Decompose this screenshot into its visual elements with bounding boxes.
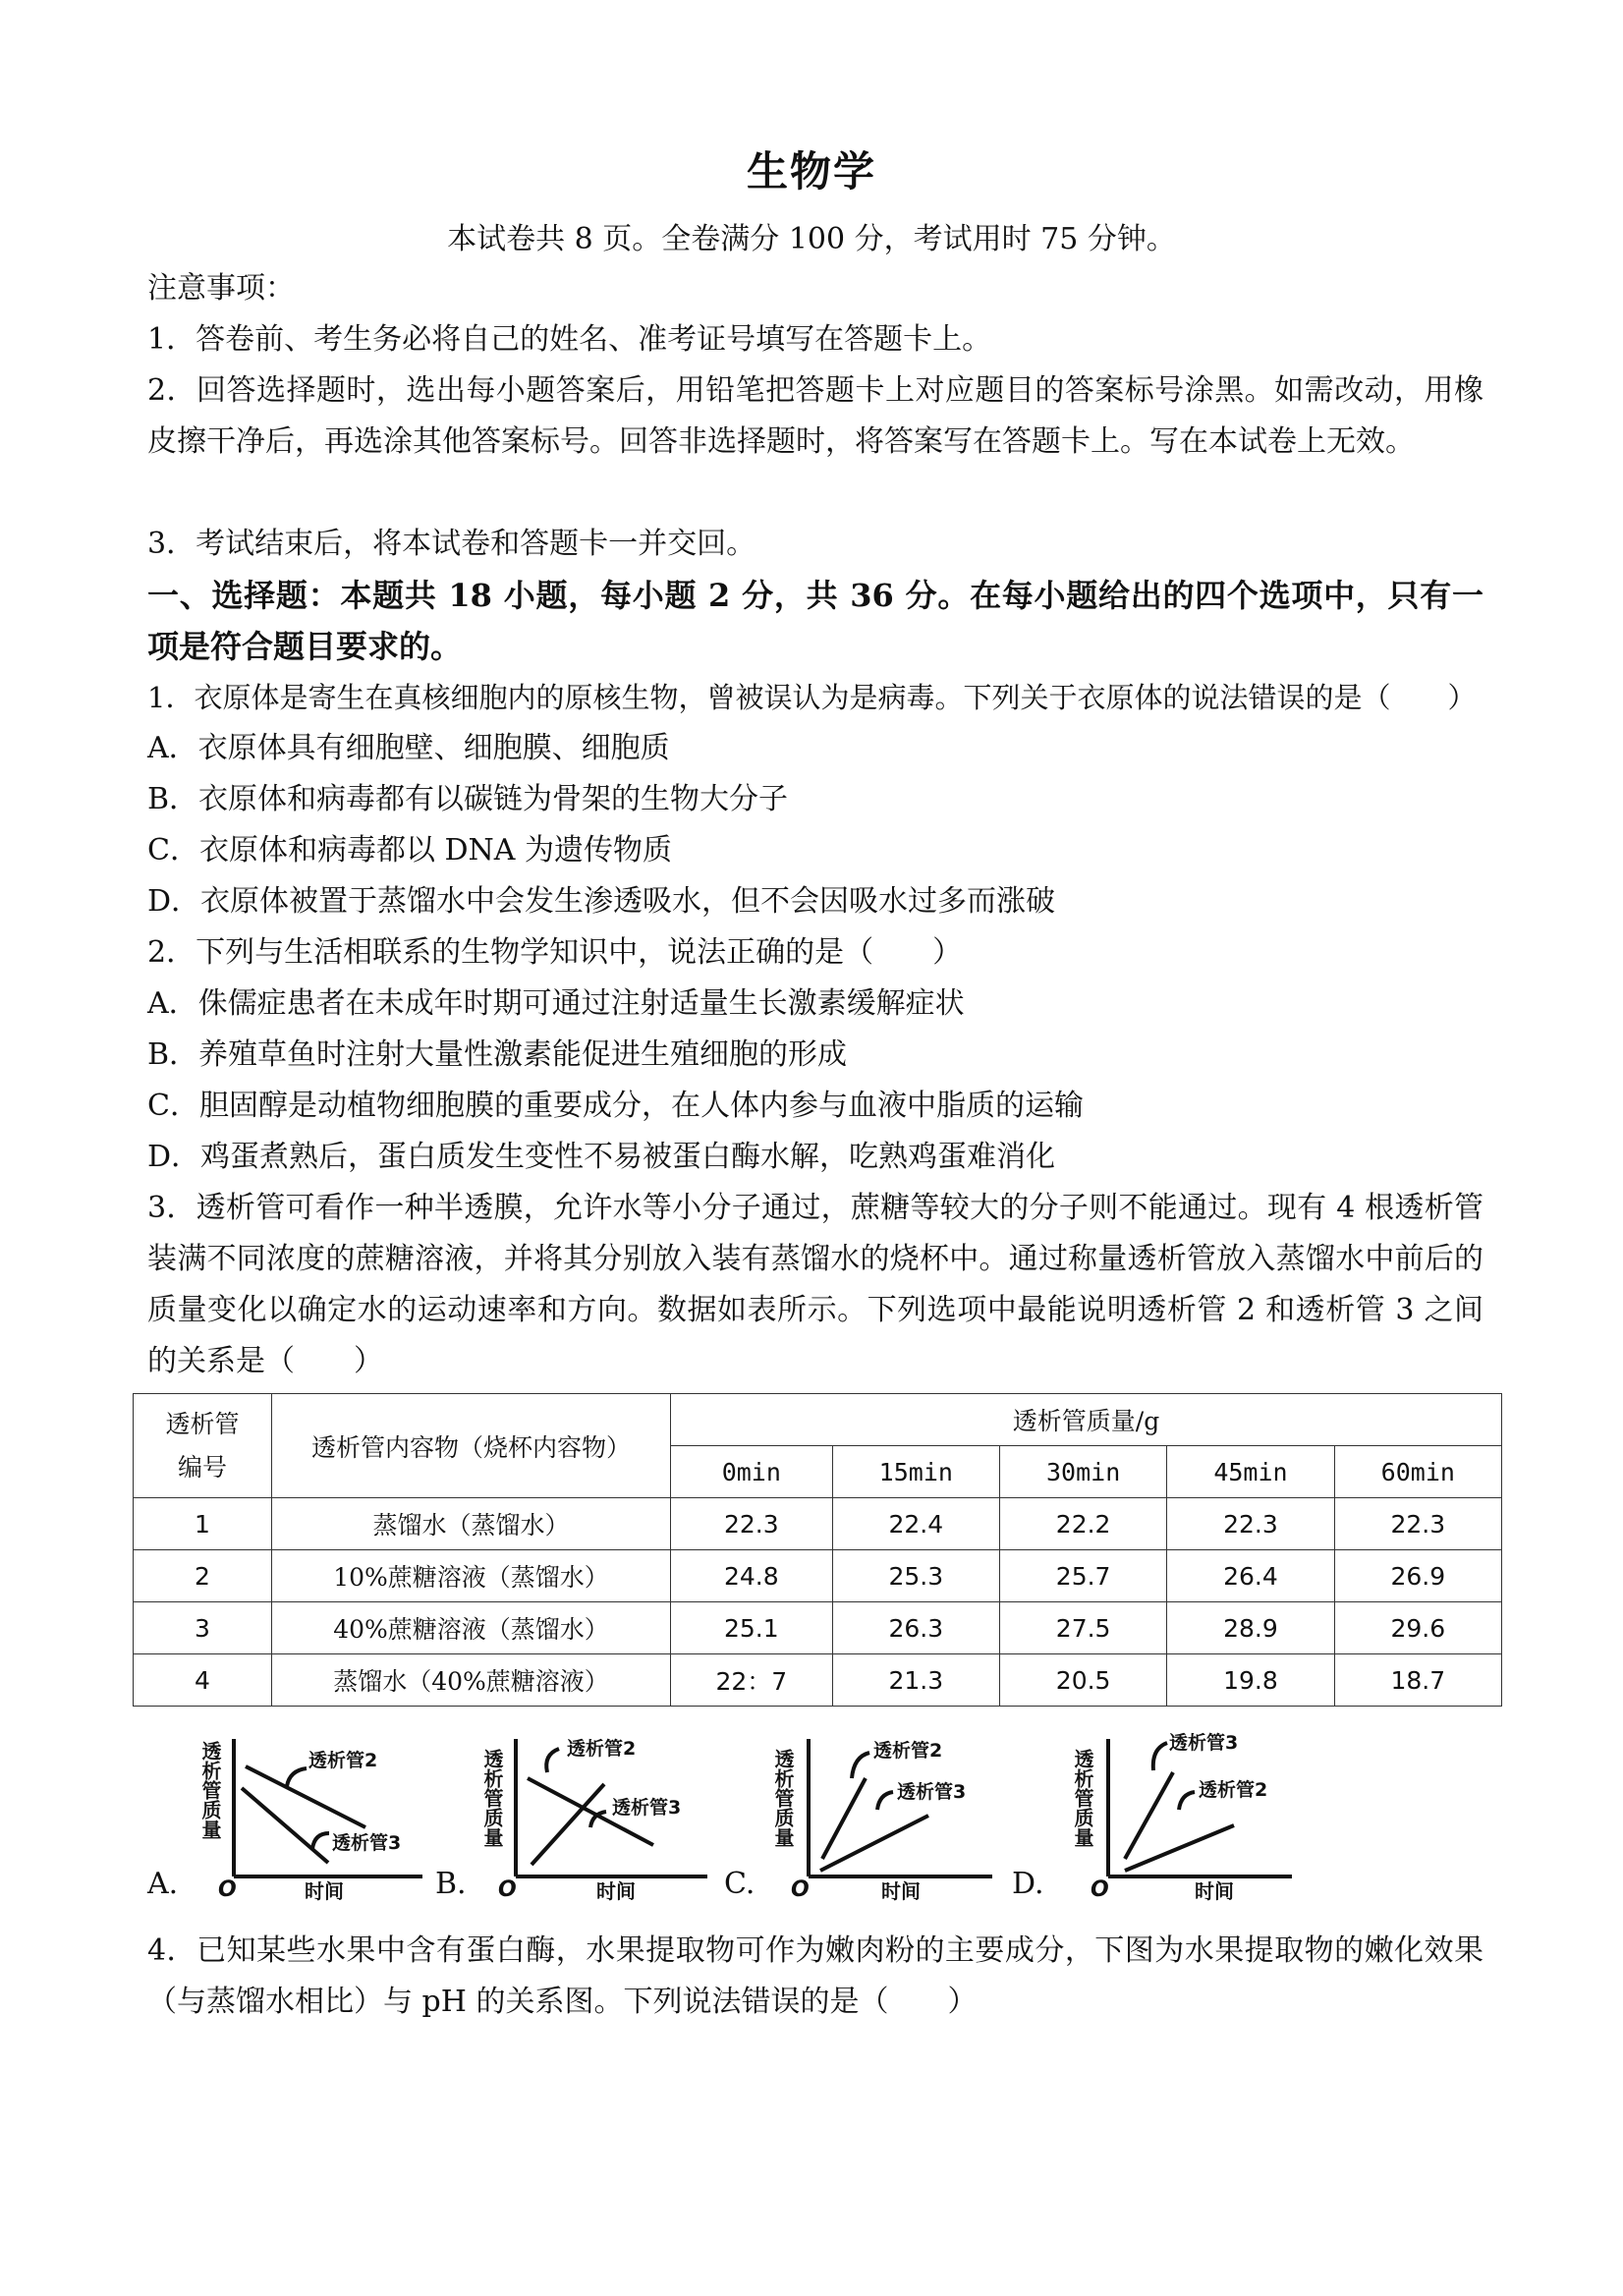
origin-label: O xyxy=(791,1877,810,1902)
exam-subtitle: 本试卷共 8 页。全卷满分 100 分，考试用时 75 分钟。 xyxy=(447,222,1176,256)
line-tube3 xyxy=(820,1816,928,1871)
header-tube-line1: 透析管 xyxy=(165,1409,240,1438)
row-value: 21.3 xyxy=(832,1654,999,1707)
notes-heading: 注意事项： xyxy=(147,271,295,306)
x-axis-label: 时间 xyxy=(1195,1879,1234,1903)
option-graph-b xyxy=(480,1729,722,1903)
row-value: 25.3 xyxy=(832,1550,999,1602)
row-value: 22：7 xyxy=(671,1654,833,1707)
q1-option-a: A．衣原体具有细胞壁、细胞膜、细胞质 xyxy=(147,731,670,765)
table-row xyxy=(134,1550,1502,1602)
line-tube2 xyxy=(532,1784,604,1865)
label-tube2: 透析管2 xyxy=(567,1738,637,1760)
option-graph-d xyxy=(1071,1729,1307,1901)
row-value: 18.7 xyxy=(1334,1654,1501,1707)
row-value: 22.3 xyxy=(1167,1498,1334,1550)
row-value: 26.9 xyxy=(1334,1550,1501,1602)
row-value: 25.7 xyxy=(999,1550,1166,1602)
y-axis-label: 透析管质量 xyxy=(480,1749,504,1847)
row-value: 24.8 xyxy=(671,1550,833,1602)
label-tube3: 透析管3 xyxy=(612,1797,682,1819)
line-tube3 xyxy=(242,1788,328,1863)
row-id: 4 xyxy=(134,1654,272,1707)
q1-option-b: B．衣原体和病毒都有以碳链为骨架的生物大分子 xyxy=(147,782,789,816)
header-time: 15min xyxy=(832,1446,999,1498)
row-id: 1 xyxy=(134,1498,272,1550)
note-2: 2．回答选择题时，选出每小题答案后，用铅笔把答题卡上对应题目的答案标号涂黑。如需改动，用橡皮擦干净后，再选涂其他答案标号。回答非选择题时，将答案写在答题卡上。写在本试卷上无效。 xyxy=(147,373,1483,459)
option-label-b: B. xyxy=(435,1867,467,1901)
pointer-tube3 xyxy=(1153,1743,1167,1770)
row-value: 27.5 xyxy=(999,1602,1166,1654)
q2-option-a: A．侏儒症患者在未成年时期可通过注射适量生长激素缓解症状 xyxy=(147,986,965,1021)
table-row xyxy=(134,1498,1502,1550)
q2-stem: 2．下列与生活相联系的生物学知识中，说法正确的是（ ） xyxy=(147,935,963,970)
option-label-a: A. xyxy=(147,1867,179,1901)
row-value: 22.3 xyxy=(671,1498,833,1550)
header-time: 30min xyxy=(999,1446,1166,1498)
row-value: 26.3 xyxy=(832,1602,999,1654)
y-axis-label: 透析管质量 xyxy=(771,1749,795,1847)
header-time: 45min xyxy=(1167,1446,1334,1498)
x-axis-label: 时间 xyxy=(881,1879,921,1903)
pointer-tube2 xyxy=(1179,1792,1195,1810)
header-tube xyxy=(134,1394,272,1498)
label-tube3: 透析管3 xyxy=(897,1781,967,1803)
row-value: 29.6 xyxy=(1334,1602,1501,1654)
pointer-tube2 xyxy=(852,1753,869,1778)
row-id: 2 xyxy=(134,1550,272,1602)
y-axis-label: 透析管质量 xyxy=(1071,1749,1094,1847)
header-tube-line2: 编号 xyxy=(177,1452,227,1482)
x-axis-label: 时间 xyxy=(305,1879,344,1903)
row-content: 40%蔗糖溶液（蒸馏水） xyxy=(272,1602,671,1654)
q2-option-c: C．胆固醇是动植物细胞膜的重要成分，在人体内参与血液中脂质的运输 xyxy=(147,1089,1084,1123)
row-content: 蒸馏水（蒸馏水） xyxy=(272,1498,671,1550)
note-1: 1．答卷前、考生务必将自己的姓名、准考证号填写在答题卡上。 xyxy=(147,322,992,357)
header-content: 透析管内容物（烧杯内容物） xyxy=(272,1394,671,1498)
origin-label: O xyxy=(218,1877,237,1902)
pointer-tube2 xyxy=(546,1749,559,1772)
q1-option-d: D．衣原体被置于蒸馏水中会发生渗透吸水，但不会因吸水过多而涨破 xyxy=(147,884,1056,919)
row-value: 22.4 xyxy=(832,1498,999,1550)
x-axis-label: 时间 xyxy=(596,1879,636,1903)
option-graph-a xyxy=(196,1729,432,1901)
label-tube2: 透析管2 xyxy=(308,1750,378,1771)
q2-option-d: D．鸡蛋煮熟后，蛋白质发生变性不易被蛋白酶水解，吃熟鸡蛋难消化 xyxy=(147,1140,1056,1174)
page-title: 生物学 xyxy=(746,147,876,196)
row-value: 22.3 xyxy=(1334,1498,1501,1550)
option-label-d: D. xyxy=(1012,1867,1044,1901)
q3-stem: 3．透析管可看作一种半透膜，允许水等小分子通过，蔗糖等较大的分子则不能通过。现有 4 根透析管装满不同浓度的蔗糖溶液，并将其分别放入装有蒸馏水的烧杯中。通过称量透析管放入蒸馏水中前后的质量变化以确定水的运动速率和方向。数据如表所示。下列选项中最能说明透析管 2 和透析管 3 之间的关系是（ ） xyxy=(147,1191,1483,1378)
row-value: 19.8 xyxy=(1167,1654,1334,1707)
row-content: 蒸馏水（40%蔗糖溶液） xyxy=(272,1654,671,1707)
section-1-heading: 一、选择题：本题共 18 小题，每小题 2 分，共 36 分。在每小题给出的四个选项中，只有一项是符合题目要求的。 xyxy=(147,577,1483,665)
pointer-tube2 xyxy=(287,1768,307,1786)
table-row xyxy=(134,1654,1502,1707)
q1-option-c: C．衣原体和病毒都以 DNA 为遗传物质 xyxy=(147,833,672,868)
line-tube2 xyxy=(822,1778,866,1859)
q1-stem: 1．衣原体是寄生在真核细胞内的原核生物，曾被误认为是病毒。下列关于衣原体的说法错误的是（ ） xyxy=(147,681,1477,714)
row-value: 22.2 xyxy=(999,1498,1166,1550)
q2-option-b: B．养殖草鱼时注射大量性激素能促进生殖细胞的形成 xyxy=(147,1037,848,1072)
line-tube2 xyxy=(246,1766,365,1827)
origin-label: O xyxy=(1091,1877,1109,1902)
dialysis-table xyxy=(133,1393,1502,1707)
line-tube3 xyxy=(1125,1772,1173,1859)
row-id: 3 xyxy=(134,1602,272,1654)
header-time: 0min xyxy=(671,1446,833,1498)
header-mass: 透析管质量/g xyxy=(671,1394,1502,1446)
row-value: 28.9 xyxy=(1167,1602,1334,1654)
y-axis-label: 透析管质量 xyxy=(198,1741,222,1839)
option-label-c: C. xyxy=(724,1867,756,1901)
origin-label: O xyxy=(498,1877,517,1902)
q4-stem: 4．已知某些水果中含有蛋白酶，水果提取物可作为嫩肉粉的主要成分，下图为水果提取物的嫩化效果（与蒸馏水相比）与 pH 的关系图。下列说法错误的是（ ） xyxy=(147,1933,1483,2019)
row-value: 25.1 xyxy=(671,1602,833,1654)
label-tube3: 透析管3 xyxy=(1169,1732,1239,1754)
pointer-tube3 xyxy=(312,1833,329,1849)
label-tube2: 透析管2 xyxy=(873,1740,943,1762)
pointer-tube3 xyxy=(877,1792,893,1810)
table-row xyxy=(134,1602,1502,1654)
header-time: 60min xyxy=(1334,1446,1501,1498)
label-tube3: 透析管3 xyxy=(332,1832,402,1854)
note-3: 3．考试结束后，将本试卷和答题卡一并交回。 xyxy=(147,527,756,561)
row-content: 10%蔗糖溶液（蒸馏水） xyxy=(272,1550,671,1602)
row-value: 20.5 xyxy=(999,1654,1166,1707)
option-graph-c xyxy=(771,1729,1007,1901)
row-value: 26.4 xyxy=(1167,1550,1334,1602)
label-tube2: 透析管2 xyxy=(1199,1779,1268,1801)
